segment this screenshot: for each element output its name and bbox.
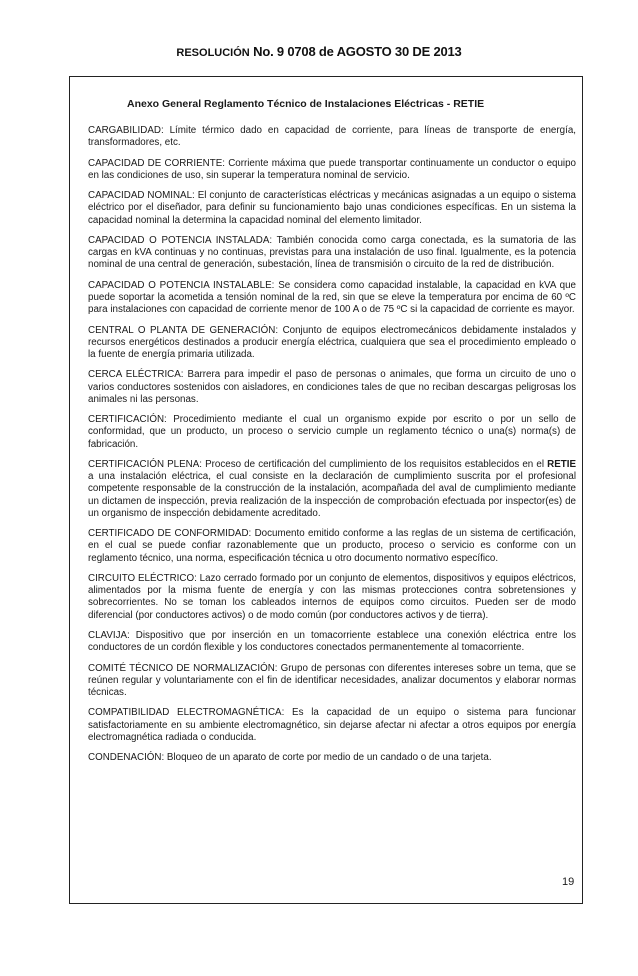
header-prefix: RESOLUCIÓN (176, 47, 250, 59)
definition-capacidad-de-corriente: CAPACIDAD DE CORRIENTE: Corriente máxima que puede transportar continuamente un conductor o equipo en las condiciones de uso, sin superar la temperatura nominal de servicio. (88, 157, 576, 181)
annex-title: Anexo General Reglamento Técnico de Instalaciones Eléctricas - RETIE (127, 98, 485, 110)
definition-clavija: CLAVIJA: Dispositivo que por inserción en un tomacorriente establece una conexión eléctrica entre los conductores de un cordón flexible y los conductores conectados permanentemente al tomacorriente. (88, 629, 576, 654)
definition-certificacion: CERTIFICACIÓN: Procedimiento mediante el cual un organismo expide por escrito o por un sello de conformidad, que un producto, un proceso o servicio cumple un reglamento técnico o una(s) norma(s) de fabricación. (88, 414, 576, 450)
header-resolution-number: No. 9 0708 de AGOSTO 30 DE 2013 (253, 44, 462, 59)
definition-condenacion: CONDENACIÓN: Bloqueo de un aparato de corte por medio de un candado o de una tarjeta. (88, 752, 492, 764)
certificacion-plena-text-after: a una instalación eléctrica, el cual consiste en la declaración de cumplimiento suscrita por el profesional competente responsable de la construcción de la instalación, acompañada del aval de cumplimiento mediante un dictamen de inspección, previa realización de la inspección de comprobación efectuada por inspector(es) de un organismo de inspección debidamente acreditado. (88, 471, 576, 519)
definitions-list (88, 125, 576, 773)
definition-compatibilidad-electromagnetica: COMPATIBILIDAD ELECTROMAGNÉTICA: Es la capacidad de un equipo o sistema para funcionar satisfactoriamente en su ambiente electromagnético, sin dejarse afectar ni afectar a otros equipos por energía electromagnética radiada o conducida. (88, 707, 576, 743)
definition-potencia-instalada: CAPACIDAD O POTENCIA INSTALADA: También conocida como carga conectada, es la sumatoria de las cargas en kVA continuas y no continuas, previstas para una instalación de uso final. Igualmente, es la potencia nominal de una central de generación, subestación, línea de transmisión o circuito de la red de distribución. (88, 234, 576, 271)
document-header (0, 44, 638, 59)
definition-capacidad-nominal: CAPACIDAD NOMINAL: El conjunto de características eléctricas y mecánicas asignadas a un equipo o sistema eléctrico por el diseñador, para definir su funcionamiento bajo unas condiciones específicas. En un sistema la capacidad nominal la determina la capacidad nominal del elemento limitador. (88, 190, 576, 226)
certificacion-plena-text-before: CERTIFICACIÓN PLENA: Proceso de certificación del cumplimiento de los requisitos establecidos en el (88, 458, 548, 470)
page-number: 19 (562, 876, 575, 888)
definition-central-generacion: CENTRAL O PLANTA DE GENERACIÓN: Conjunto de equipos electromecánicos debidamente instalados y recursos energéticos destinados a producir energía eléctrica, cualquiera que sea el procedimiento empleado o la fuente de energía primaria utilizada. (88, 324, 576, 360)
definition-comite-tecnico: COMITÉ TÉCNICO DE NORMALIZACIÓN: Grupo de personas con diferentes intereses sobre un tema, que se reúnen regular y voluntariamente con el fin de identificar necesidades, analizar documentos y elaborar normas técnicas. (88, 662, 576, 698)
definition-certificado-conformidad: CERTIFICADO DE CONFORMIDAD: Documento emitido conforme a las reglas de un sistema de certificación, en el cual se puede confiar razonablemente que un producto, proceso o servicio es conforme con un reglamento técnico, una norma, especificación técnica u otro documento normativo específico. (88, 528, 576, 564)
definition-cargabilidad: CARGABILIDAD: Límite térmico dado en capacidad de corriente, para líneas de transporte de energía, transformadores, etc. (88, 125, 576, 149)
retie-bold: RETIE (547, 458, 576, 470)
definition-circuito-electrico: CIRCUITO ELÉCTRICO: Lazo cerrado formado por un conjunto de elementos, dispositivos y equipos eléctricos, alimentados por la misma fuente de energía y con las mismas protecciones contra sobretensiones y sobrecorrientes. No se toman los cableados internos de equipos como circuitos. Pueden ser de modo diferencial (por conductores activos) o de modo común (por conductores activos y de tierra). (88, 572, 576, 621)
definition-certificacion-plena (88, 459, 576, 520)
definition-potencia-instalable: CAPACIDAD O POTENCIA INSTALABLE: Se considera como capacidad instalable, la capacidad en kVA que puede soportar la acometida a tensión nominal de la red, sin que se eleve la temperatura por encima de 60 ºC para instalaciones con capacidad de corriente menor de 100 A o de 75 ºC si la capacidad de corriente es mayor. (88, 279, 576, 316)
definition-cerca-electrica: CERCA ELÉCTRICA: Barrera para impedir el paso de personas o animales, que forma un circuito de uno o varios conductores sostenidos con aisladores, en condiciones tales de que no reciban descargas peligrosas los animales ni las personas. (88, 369, 576, 405)
